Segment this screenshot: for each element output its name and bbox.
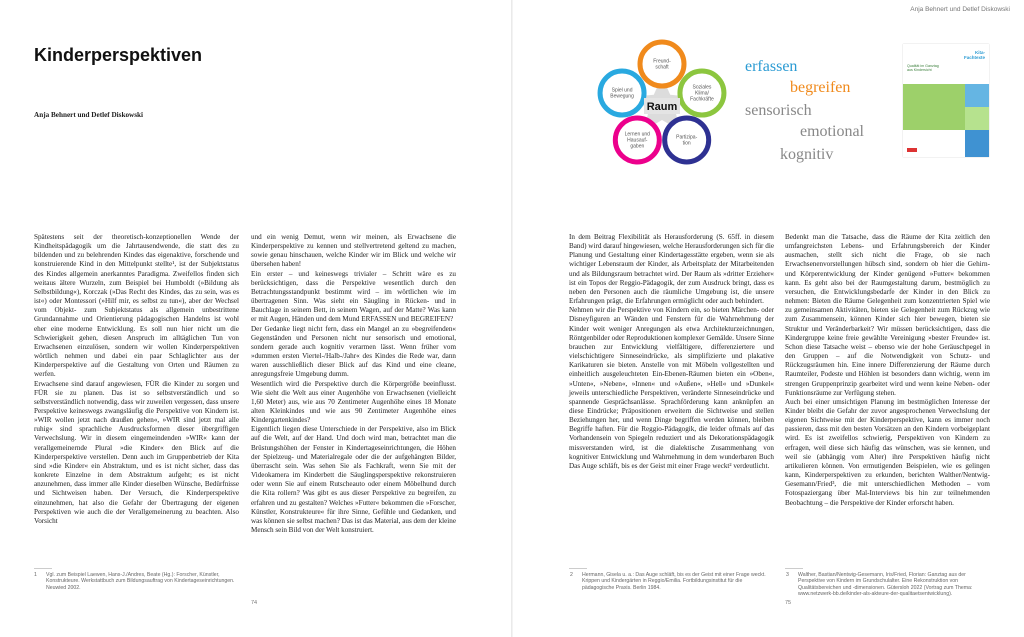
- footnote-3: [786, 572, 990, 598]
- paragraph: Erwachsene sind darauf angewiesen, FÜR die Kinder zu sorgen und FÜR sie zu planen. Das ist so selbstverständlich und so selbstverständlich notwendig, dass wir zuweilen vergessen, dass unsere Perspektive keineswegs zwangsläufig die Perspektive von Kindern ist. »WIR wollen jetzt nach draußen gehen«, »WIR sind jetzt mal alle ruhig« sind sprachliche Ausdrucksformen dieser übergriffigen Verwechslung. Wir in diesem eingemeindenden »WIR« kann der verallgemeinernde Plural »die Kinder« den Blick auf die Kinderperspektive verstellen. Denn auch im Gruppenbetrieb der Kita sind »die Kinder« ein Abstraktum, und es ist nicht sicher, dass das konkrete Einzelne in dem Abstraktum aufgeht; es ist nicht anzunehmen, dass immer alle Kinder dieselben Wünsche, Bedürfnisse und Sichtweisen haben. Der Versuch, die Kinderperspektive einzunehmen, hat also die Gefahr der Übertragung der eigenen Perspektiven wie auch die der Verallgemeinerung zu beachten. Also Vorsicht: [34, 379, 239, 525]
- paragraph: Bedenkt man die Tatsache, dass die Räume der Kita zeitlich den umfangreichsten Lebens- und Erfahrungsbereich der Kinder ausmachen, stellt sich nicht die Frage, ob sie nach Erwachsenenvorstellungen hübsch sind, sondern ob hier die Gehirn- und Körperentwicklung der Kinder genügend »Futter« bekommen kann. Es geht also bei der Raumgestaltung darum, bestmöglich zu versuchen, die Entwicklungsbedarfe der Kinder in den Blick zu nehmen: Bieten die Räume Gelegenheit zum konzentrierten Spiel wie zu gemeinsamen Aktivitäten, bieten sie Gelegenheit zum Rückzug wie zum Zusammensein, können Kinder sich hier bewegen, bieten sie Struktur und Veränderbarkeit? Wir müssen berücksichtigen, dass die Kindergruppe keine freie gewählte Vereinigung »bester Freunde« ist. Schon diese Tatsache weist – ebenso wie der hohe Geräuschpegel in den Gruppen – auf die Notwendigkeit von Schutz- und Rückzugsräumen hin. Eine innere Differenzierung der Räume durch Raumteiler, Podeste und Höhlen ist besonders dann wichtig, wenn im strengen Gruppenprinzip gearbeitet wird und wenn keine Neben- oder Funktionsräume zur Verfügung stehen.: [785, 233, 990, 397]
- book-cover-image: [903, 44, 989, 157]
- diagram-center-label: Raum: [646, 101, 678, 113]
- paragraph: Der Gedanke liegt nicht fern, dass ein Mangel an zu »begreifenden« Gegenständen und Personen nicht nur sensorisch und emotional, sondern gerade auch kognitiv verarmen lässt. Wenn früher vom »dummen ersten Viertel-/Halb-/Jahr« des Kindes die Rede war, dann waren ausschließlich dieser Blick auf das Kind und eine cleane, anregungsfreie Umgebung dumm.: [251, 324, 456, 379]
- diagram-node: [600, 71, 644, 115]
- diagram-node-label: Lernen und Hausauf-gaben: [624, 131, 650, 150]
- paragraph: Wesentlich wird die Perspektive durch die Körpergröße beeinflusst. Wie sieht die Welt aus einer Augenhöhe von Erwachsenen (vielleicht 1,60 Meter) aus, wie aus 70 Zentimeter Augenhöhe eines 18 Monate alten Kleinkindes und wie aus 90 Zentimeter Augenhöhe eines Kindergartenkindes?: [251, 379, 456, 425]
- page-gutter: [511, 0, 513, 637]
- paragraph: Eigentlich liegen diese Unterschiede in der Perspektive, also im Blick auf die Welt, auf der Hand. Und doch wird man, betrachtet man die Brüstungshöhen der Fenster in Kindertageseinrichtungen, die Höhen der Spielzeug- und Materialregale oder die der aufgehängten Bilder, überrascht sein. Was sehen Sie als Fachkraft, wenn Sie mit der Videokamera im Kinderbett die Säuglingsperspektive rekonstruieren oder wenn Sie auf einem Rutscheauto oder einem Möbelhund durch die Kita rollern? Was gibt es aus dieser Perspektive zu begreifen, zu erfahren und zu gestalten? Welches »Futter« bekommen die »Forscher, Künstler, Konstrukteure« für ihre Sinne, Gefühle und Gedanken, und was können sie selbst machen? Das ist das Material, aus dem der kleine Mensch sein Bild von der Welt konstruiert.: [251, 425, 456, 534]
- paragraph: und ein wenig Demut, wenn wir meinen, als Erwachsene die Kinderperspektive zu kennen und stellvertretend geltend zu machen, sowie genau hinschauen, welche Kinder wir im Blick und welche wir übersehen haben!: [251, 233, 456, 269]
- word-3: sensorisch: [745, 102, 812, 119]
- perception-words: [742, 58, 902, 178]
- paragraph: Auch bei einer umsichtigen Planung im bestmöglichen Interesse der Kinder bleibt die Gefahr der zuvor angesprochenen Verwechslung der eigenen Sichtweise mit der Kinderperspektive, kann es immer noch passieren, dass mit den besten Vorsätzen an den Kindern vorbeigeplant wird. Es ist zweifellos schwierig, Perspektiven von Kindern zu erfragen, weil diese sich häufig das wünschen, was sie kennen, und weil sie (abhängig vom Alter) ihre Perspektiven häufig nicht artikulieren können. Von ermutigenden Beispielen, wie es gelingen kann, Kinderperspektiven zu erkunden, berichten Walther/Nentwig-Gesemann/Fried³, die mit unterschiedlichen Methoden – vom Fotospaziergang über Mal-Interviews bis hin zur teilnehmenden Beobachtung – die Perspektive der Kinder erforscht haben.: [785, 397, 990, 507]
- diagram-node-label: Spiel und Bewegung: [610, 87, 634, 100]
- text-column-3: [569, 233, 774, 471]
- diagram-node-label: Freund-schaft: [653, 58, 671, 71]
- page-number-right: 75: [785, 600, 792, 606]
- footnote-number: 1: [34, 572, 37, 578]
- word-4: emotional: [800, 123, 864, 140]
- word-5: kognitiv: [780, 146, 834, 163]
- footnote-text: Walther, Bastian/Nentwig-Gesemann, Iris/Fried, Florian: Ganztag aus der Perspektive von Kindern im Grundschulalter. Eine Rekonstruktion von Qualitätsbereichen und -dimensionen. Gütersloh 2022 (Vortrag zum Thema: www.netzwerk-bb.de/kinder-als-akteure-der-qualitaetsentwicklung).: [798, 572, 973, 598]
- running-head: Anja Behnert und Detlef Diskowski: [910, 6, 1010, 13]
- footnote-text: Hermann, Gisela u. a.: Das Auge schläft, bis es der Geist mit einer Frage weckt. Krippen und Kindergärten in Reggio/Emilia. Fortbildungsinstitut für die pädagogische Praxis. Berlin 1984.: [582, 572, 766, 591]
- page-number-left: 74: [251, 600, 258, 606]
- footnote-number: 2: [570, 572, 573, 578]
- diagram-node: [680, 71, 724, 115]
- diagram-node: [615, 118, 659, 162]
- paragraph: Spätestens seit der theoretisch-konzeptionellen Wende der Kindheitspädagogik um die Jahrtausendwende, die statt des zu bildenden und zu belehrenden Kindes das eigenaktive, forschende und konstruierende Kind in den Mittelpunkt stellte¹, ist der Subjektstatus des Kindes allgemein anerkanntes Paradigma. Zweifellos finden sich weitaus ältere Wurzeln, zum Beispiel bei Humboldt (»Bildung als Selbstbildung«), Korczak (»Das Recht des Kindes, das zu sein, was es ist«) oder Montessori (»Hilf mir, es selbst zu tun«), aber der Wechsel vom Objekt- zum Subjektstatus als allgemein unbestrittene Grundannahme und Orientierung pädagogischen Handelns ist wohl eher eine moderne Entwicklung. Es soll nun hier nicht um die Schwierigkeit gehen, diesen Anspruch im alltäglichen Tun von Erwachsenen einzulösen, sondern wir wollen Kinderperspektiven wörtlich nehmen und dabei ein paar Schlaglichter aus der Kinderperspektive auf die Gestaltung von Orten und Räumen zu werfen.: [34, 233, 239, 379]
- footnote-rule: [569, 568, 587, 569]
- word-2: begreifen: [790, 79, 851, 96]
- paragraph: Nehmen wir die Perspektive von Kindern ein, so bieten Märchen- oder Disneyfiguren an Wänden und Fenstern für die Wahrnehmung der Kinder weit weniger Anregungen als etwa Architekturzeichnungen, Röntgenbilder oder Reproduktionen komplexer Gemälde. Unsere Sinne brauchen zur Entwicklung vielfältigere, differenziertere und vielschichtigere Sinneseindrücke, als simplifizierte und plakative Karikaturen sie bieten. Anstelle von mit Möbeln vollgestellten und einheitlich ausgeleuchteten Ein-Ebenen-Räumen bieten ein »Oben«, »Unten«, »Neben«, »Innen« und »Außen«, »Hell« und »Dunkel« jeweils unterschiedliche Perspektiven, veränderte Sinneseindrücke und spannende Gesprächsanlässe. Sprachförderung kann anknüpfen an diese Eindrücke; Präpositionen erweitern die Sichtweise und stellen Beziehungen her, und wenn Dinge begriffen werden können, bleiben Begriffe haften. Für die Reggio-Pädagogik, die leider oftmals auf das Vorhandensein von Spiegeln reduziert und als Dekorationspädagogik missverstanden wird, ist die dialektische Zusammenhang von kognitiver Entwicklung und Wahrnehmung in dem wunderbaren Buch Das Auge schläft, bis es der Geist mit einer Frage weckt² verdeutlicht.: [569, 306, 774, 470]
- text-column-4: [785, 233, 990, 508]
- cover-title: Qualität im Ganztag aus Kindersicht: [907, 64, 939, 73]
- diagram-node-label: Soziales Klima/ Fachkräfte: [690, 84, 714, 103]
- footnote-rule: [785, 568, 803, 569]
- footnote-text: Vgl. zum Beispiel Laewen, Hans-J./Andres, Beate (Hg.): Forscher, Künstler, Konstrukteure. Werkstattbuch zum Bildungsauftrag von Kindertageseinrichtungen. Neuwied 2002.: [46, 572, 235, 591]
- diagram-node: [665, 118, 709, 162]
- diagram-node: [640, 42, 684, 86]
- text-column-1: [34, 233, 239, 526]
- word-1: erfassen: [745, 58, 798, 75]
- space-diagram: [592, 36, 732, 176]
- paragraph: Ein erster – und keineswegs trivialer – Schritt wäre es zu berücksichtigen, dass die Perspektive wesentlich durch den Betrachtungsstandpunkt bestimmt wird – im wörtlichen wie im übertragenen Sinn. Was sieht ein Säugling in Rücken- und in Bauchlage in seinem Bett, in seinem Wagen, auf der Matte? Was kann er mit Augen, Händen und dem Mund ERFASSEN und BEGREIFEN?: [251, 269, 456, 324]
- footnote-2: [570, 572, 774, 591]
- article-title: Kinderperspektiven: [34, 45, 203, 65]
- text-column-2: [251, 233, 456, 535]
- cover-logo: Kita- Fachtexte: [963, 50, 985, 60]
- footnote-rule: [34, 568, 52, 569]
- publisher-logo: [907, 148, 917, 152]
- diagram-node-label: Partizipa-tion: [676, 134, 698, 147]
- footnote-number: 3: [786, 572, 789, 578]
- footnote-1: [34, 572, 241, 591]
- article-authors: Anja Behnert und Detlef Diskowski: [34, 111, 144, 119]
- paragraph: In dem Beitrag Flexibilität als Herausforderung (S. 65ff. in diesem Band) wird darauf hingewiesen, welche Herausforderungen sich für die Planung und Gestaltung einer Kindertagesstätte ergeben, wenn sie als wichtiger Lebensraum der Kinder, als Arbeitsplatz der Mitarbeitenden und als Bildungsraum betrachtet wird. Der Raum als »dritter Erzieher« ist ein Topos der Reggio-Pädagogik, der zum Ausdruck bringt, dass es neben den Personen auch die räumliche Umgebung ist, die unsere Erfahrungen prägt, die Erfahrungen ermöglicht oder auch behindert.: [569, 233, 774, 306]
